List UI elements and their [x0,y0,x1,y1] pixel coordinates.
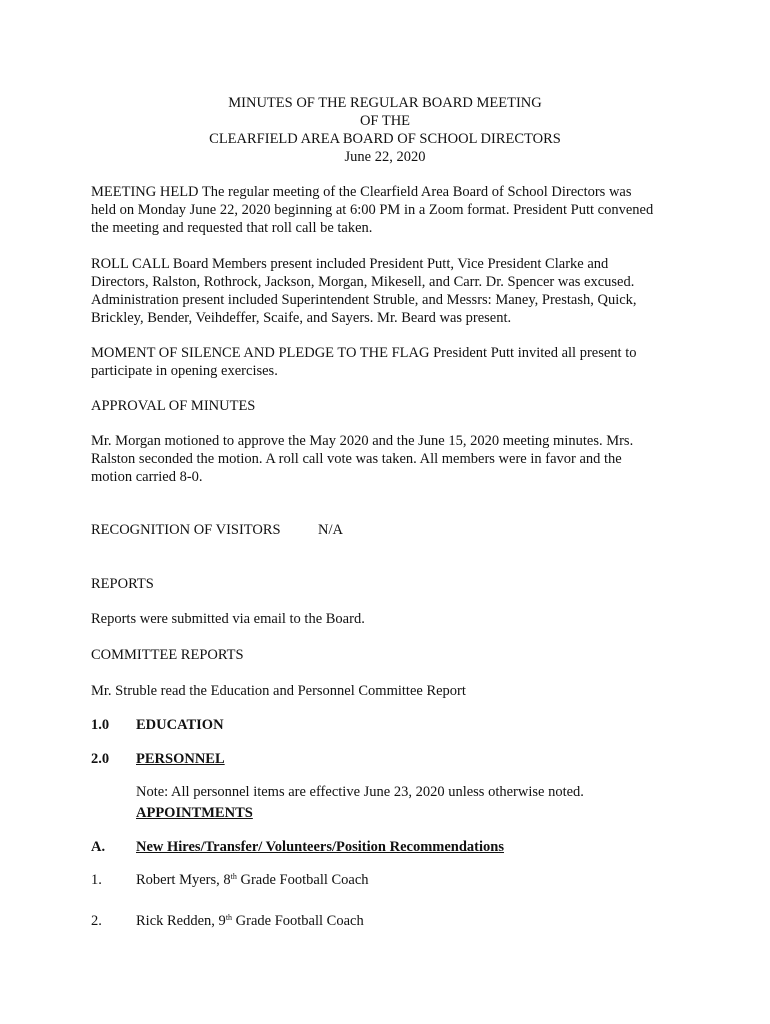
subsection-a-letter: A. [91,839,106,855]
subsection-a-title: New Hires/Transfer/ Volunteers/Position Recommendations [136,839,504,855]
appointments-heading: APPOINTMENTS [136,805,253,821]
list-item [136,871,369,889]
approval-line-3: motion carried 8-0. [91,469,203,485]
list-item-number: 1. [91,872,102,888]
roll-call-line-1: ROLL CALL Board Members present included President Putt, Vice President Clarke and [91,256,609,272]
section-education-title: EDUCATION [136,717,224,733]
title-line-3: CLEARFIELD AREA BOARD OF SCHOOL DIRECTORS [209,131,561,147]
personnel-note: Note: All personnel items are effective June 23, 2020 unless otherwise noted. [136,784,584,800]
list-item-name: Rick Redden, 9 [136,913,226,929]
list-item-number: 2. [91,913,102,929]
approval-heading: APPROVAL OF MINUTES [91,398,256,414]
reports-text: Reports were submitted via email to the Board. [91,611,365,627]
list-item [136,912,364,930]
approval-line-1: Mr. Morgan motioned to approve the May 2020 and the June 15, 2020 meeting minutes. Mrs. [91,433,634,449]
list-item-ordinal: th [225,913,233,922]
title-line-2: OF THE [359,113,411,129]
list-item-ordinal: th [230,872,237,881]
section-personnel-number: 2.0 [91,751,110,767]
roll-call-line-2: Directors, Ralston, Rothrock, Jackson, Morgan, Mikesell, and Carr. Dr. Spencer was excused. [91,274,635,290]
roll-call-line-3: Administration present included Superintendent Struble, and Messrs: Maney, Prestash, Quick, [91,292,637,308]
meeting-held-line-1: MEETING HELD The regular meeting of the Clearfield Area Board of School Directors was [91,184,632,200]
committee-reports-text: Mr. Struble read the Education and Personnel Committee Report [91,683,466,699]
list-item-role: Grade Football Coach [232,913,364,929]
committee-reports-heading: COMMITTEE REPORTS [91,647,244,663]
meeting-held-line-2: held on Monday June 22, 2020 beginning at 6:00 PM in a Zoom format. President Putt convened [91,202,654,218]
list-item-name: Robert Myers, 8 [136,872,231,888]
section-education-number: 1.0 [91,717,110,733]
meeting-date: June 22, 2020 [344,149,426,165]
title-line-1: MINUTES OF THE REGULAR BOARD MEETING [228,95,542,111]
visitors-value: N/A [318,522,343,538]
list-item-role: Grade Football Coach [236,872,369,888]
approval-line-2: Ralston seconded the motion. A roll call vote was taken. All members were in favor and the [91,451,622,467]
visitors-label: RECOGNITION OF VISITORS [91,522,281,538]
meeting-held-line-3: the meeting and requested that roll call be taken. [91,220,373,236]
moment-of-silence-line-1: MOMENT OF SILENCE AND PLEDGE TO THE FLAG President Putt invited all present to [91,345,637,361]
section-personnel-title: PERSONNEL [136,751,225,767]
roll-call-line-4: Brickley, Bender, Veihdeffer, Scaife, and Sayers. Mr. Beard was present. [91,310,512,326]
reports-heading: REPORTS [91,576,154,592]
moment-of-silence-line-2: participate in opening exercises. [91,363,278,379]
